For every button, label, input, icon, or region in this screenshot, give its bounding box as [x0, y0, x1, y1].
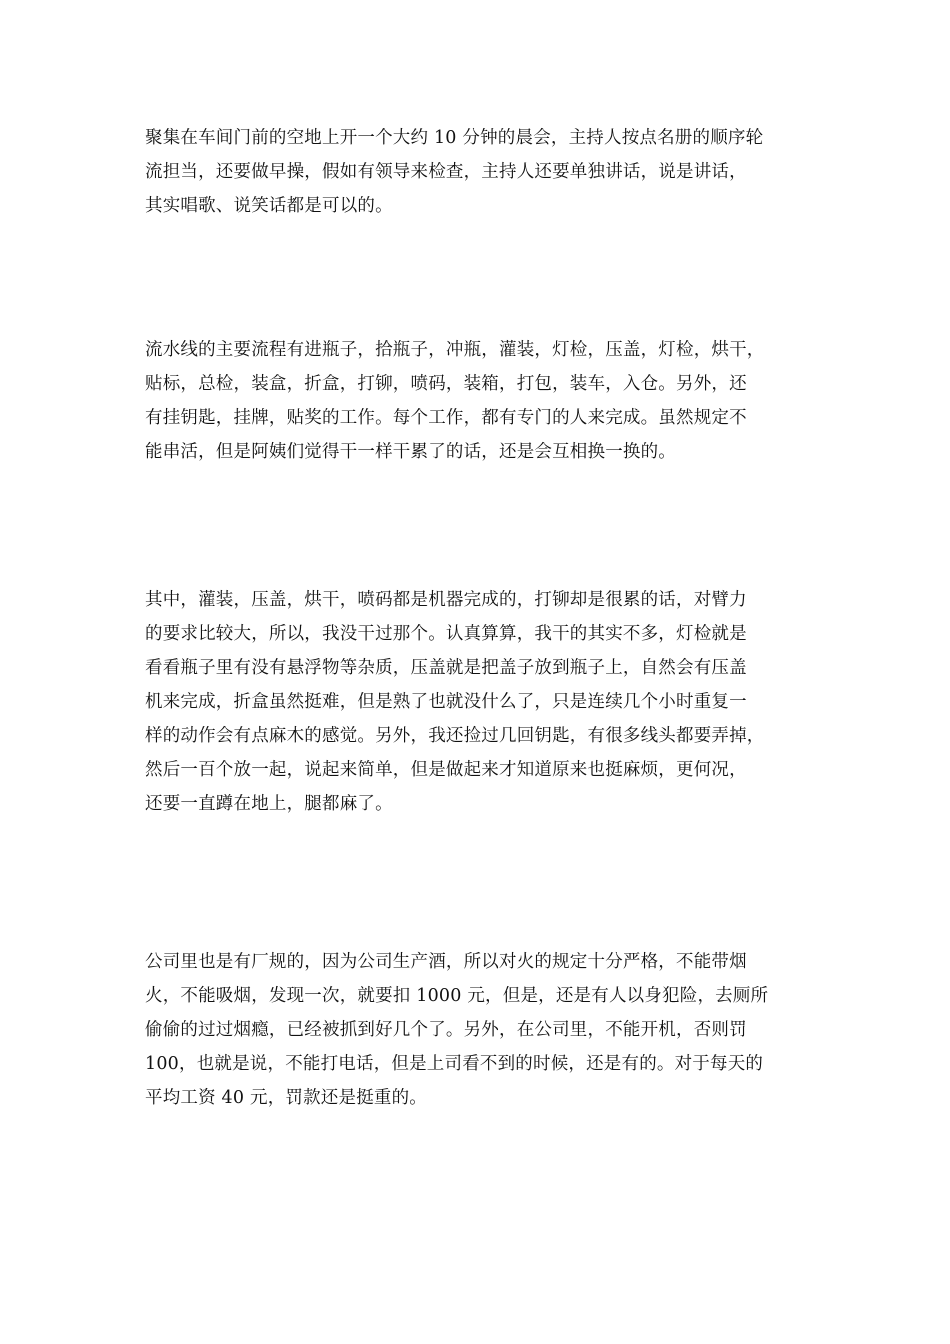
text-line: 其中，灌装，压盖，烘干，喷码都是机器完成的，打铆却是很累的话，对臂力 [145, 590, 747, 610]
text-line: 能串活，但是阿姨们觉得干一样干累了的话，还是会互相换一换的。 [145, 442, 676, 462]
text-line: 样的动作会有点麻木的感觉。另外，我还捡过几回钥匙，有很多线头都要弄掉， [145, 726, 765, 746]
text-line: 然后一百个放一起，说起来简单，但是做起来才知道原来也挺麻烦，更何况， [145, 760, 747, 780]
text-line: 偷偷的过过烟瘾，已经被抓到好几个了。另外，在公司里，不能开机，否则罚 [145, 1020, 747, 1040]
paragraph-assembly-line-process [145, 333, 825, 469]
paragraph-morning-meeting [145, 121, 825, 223]
text-line: 平均工资 40 元，罚款还是挺重的。 [145, 1088, 427, 1108]
paragraph-machine-tasks [145, 583, 825, 821]
text-line: 其实唱歌、说笑话都是可以的。 [145, 196, 393, 216]
text-line: 公司里也是有厂规的，因为公司生产酒，所以对火的规定十分严格，不能带烟 [145, 952, 747, 972]
text-line: 看看瓶子里有没有悬浮物等杂质，压盖就是把盖子放到瓶子上，自然会有压盖 [145, 658, 747, 678]
text-line: 火，不能吸烟，发现一次，就要扣 1000 元，但是，还是有人以身犯险，去厕所 [145, 986, 769, 1006]
text-line: 流担当，还要做早操，假如有领导来检查，主持人还要单独讲话，说是讲话， [145, 162, 747, 182]
text-line: 贴标，总检，装盒，折盒，打铆，喷码，装箱，打包，装车，入仓。另外，还 [145, 374, 747, 394]
text-line: 100，也就是说，不能打电话，但是上司看不到的时候，还是有的。对于每天的 [145, 1054, 764, 1074]
text-line: 的要求比较大，所以，我没干过那个。认真算算，我干的其实不多，灯检就是 [145, 624, 747, 644]
paragraph-factory-rules [145, 945, 825, 1115]
text-line: 还要一直蹲在地上，腿都麻了。 [145, 794, 393, 814]
text-line: 有挂钥匙，挂牌，贴奖的工作。每个工作，都有专门的人来完成。虽然规定不 [145, 408, 747, 428]
text-line: 机来完成，折盒虽然挺难，但是熟了也就没什么了，只是连续几个小时重复一 [145, 692, 747, 712]
text-line: 流水线的主要流程有进瓶子，拾瓶子，冲瓶，灌装，灯检，压盖，灯检，烘干， [145, 340, 765, 360]
text-line: 聚集在车间门前的空地上开一个大约 10 分钟的晨会，主持人按点名册的顺序轮 [145, 128, 764, 148]
